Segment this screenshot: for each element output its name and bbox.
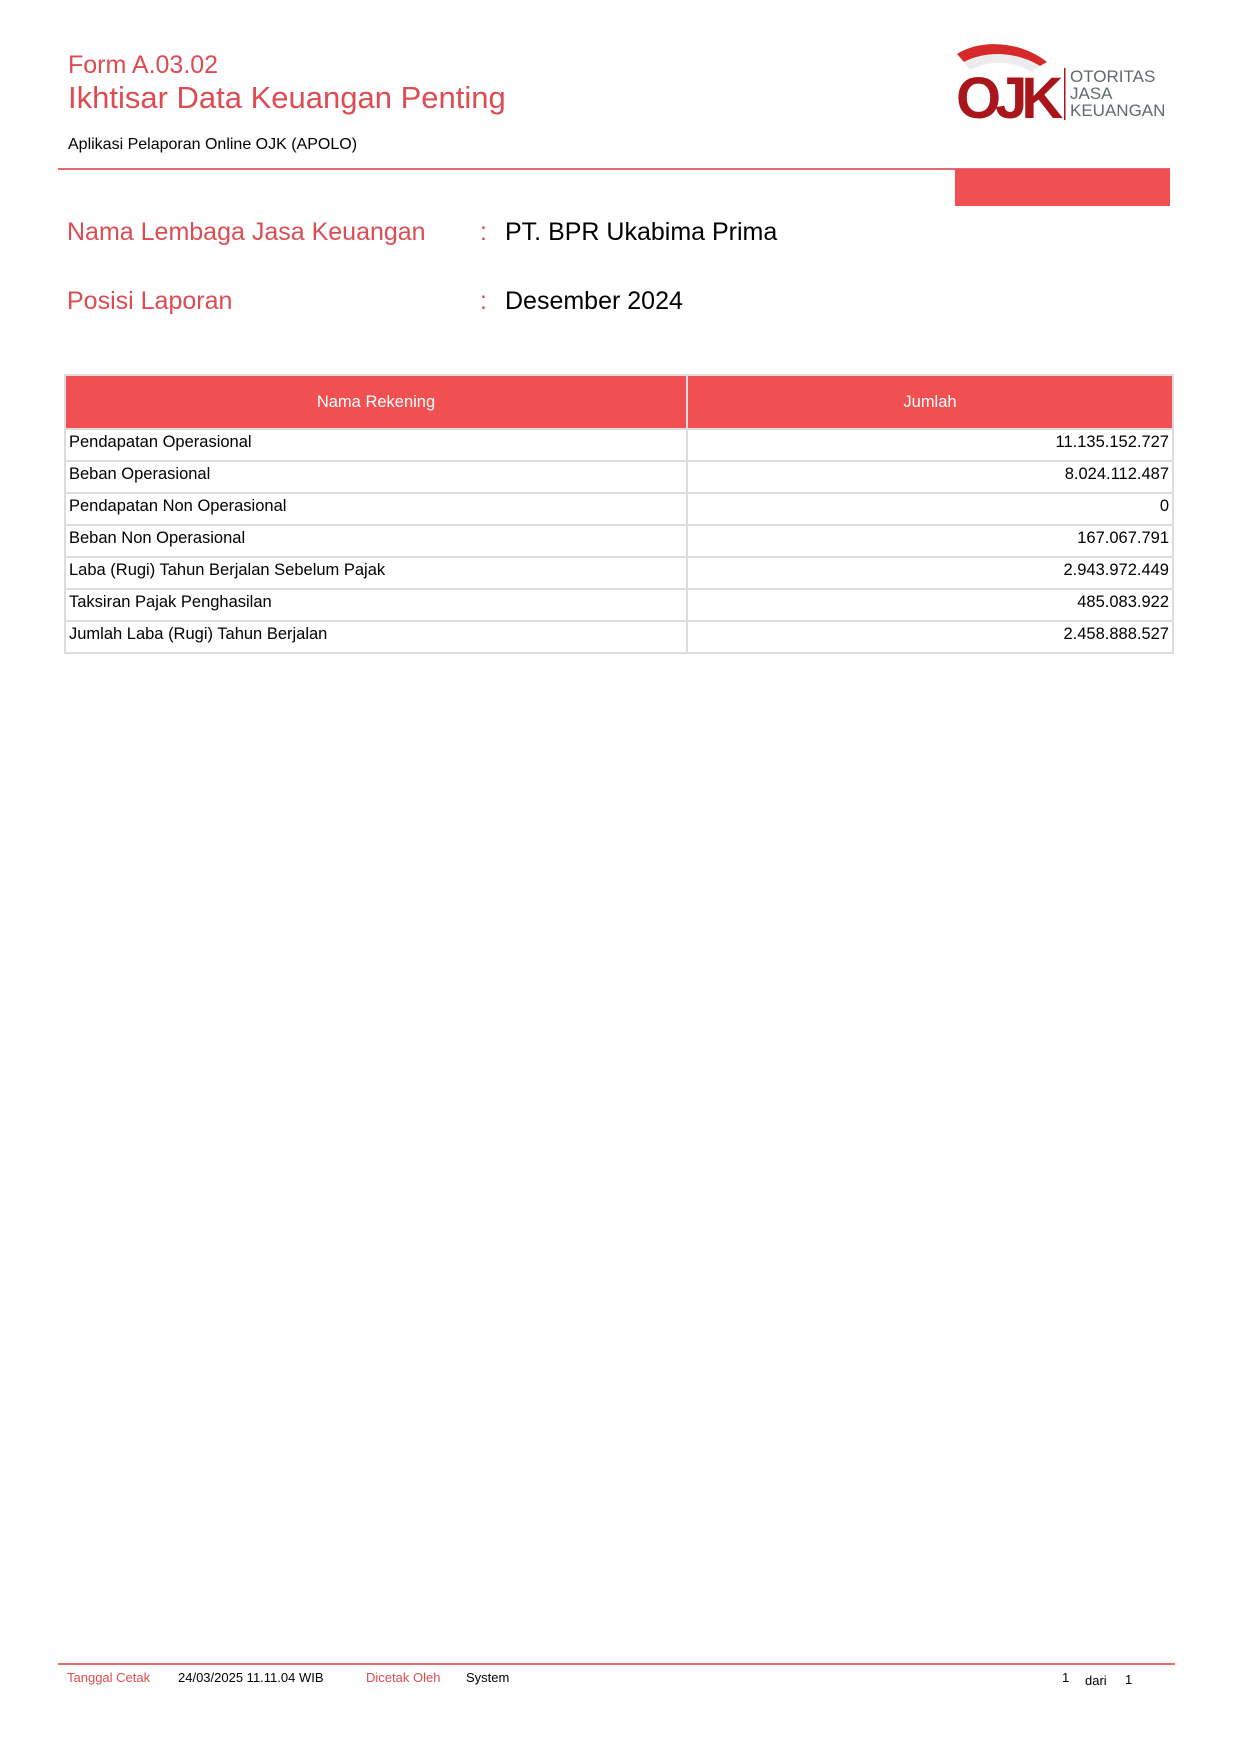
column-header-account-name: Nama Rekening <box>65 375 687 429</box>
page-total: 1 <box>1125 1672 1133 1687</box>
table-row <box>65 461 1173 493</box>
amount-cell: 8.024.112.487 <box>687 461 1173 493</box>
table-row <box>65 557 1173 589</box>
account-name-cell: Jumlah Laba (Rugi) Tahun Berjalan <box>65 621 687 653</box>
period-value: Desember 2024 <box>505 287 683 315</box>
table-row <box>65 589 1173 621</box>
account-name-cell: Pendapatan Non Operasional <box>65 493 687 525</box>
ojk-logo <box>952 40 1177 126</box>
print-date-value: 24/03/2025 11.11.04 WIB <box>178 1670 324 1685</box>
account-name-cell: Taksiran Pajak Penghasilan <box>65 589 687 621</box>
form-code: Form A.03.02 <box>68 51 219 79</box>
footer-divider <box>58 1663 1175 1665</box>
logo-line3: KEUANGAN <box>1070 101 1166 120</box>
amount-cell: 2.943.972.449 <box>687 557 1173 589</box>
printed-by-label: Dicetak Oleh <box>366 1670 441 1685</box>
logo-line2: JASA <box>1070 84 1113 103</box>
page-of-label: dari <box>1085 1673 1107 1688</box>
amount-cell: 485.083.922 <box>687 589 1173 621</box>
table-header-row <box>65 375 1173 429</box>
column-header-amount: Jumlah <box>687 375 1173 429</box>
header-accent-block <box>955 169 1170 206</box>
account-name-cell: Pendapatan Operasional <box>65 429 687 461</box>
account-name-cell: Laba (Rugi) Tahun Berjalan Sebelum Pajak <box>65 557 687 589</box>
institution-colon: : <box>480 218 487 246</box>
printed-by-value: System <box>466 1670 510 1685</box>
amount-cell: 2.458.888.527 <box>687 621 1173 653</box>
amount-cell: 11.135.152.727 <box>687 429 1173 461</box>
period-colon: : <box>480 287 487 315</box>
table-row <box>65 429 1173 461</box>
page-current: 1 <box>1062 1670 1070 1685</box>
financial-summary-table <box>64 374 1174 654</box>
print-date-label: Tanggal Cetak <box>67 1670 151 1685</box>
svg-text:OJK: OJK <box>956 66 1058 126</box>
institution-value: PT. BPR Ukabima Prima <box>505 218 778 246</box>
table-row <box>65 621 1173 653</box>
account-name-cell: Beban Operasional <box>65 461 687 493</box>
table-row <box>65 493 1173 525</box>
table-row <box>65 525 1173 557</box>
app-name: Aplikasi Pelaporan Online OJK (APOLO) <box>68 136 358 153</box>
institution-label: Nama Lembaga Jasa Keuangan <box>67 218 426 246</box>
logo-line1: OTORITAS <box>1070 67 1156 86</box>
period-label: Posisi Laporan <box>67 287 233 315</box>
account-name-cell: Beban Non Operasional <box>65 525 687 557</box>
amount-cell: 0 <box>687 493 1173 525</box>
amount-cell: 167.067.791 <box>687 525 1173 557</box>
form-title: Ikhtisar Data Keuangan Penting <box>68 80 506 115</box>
